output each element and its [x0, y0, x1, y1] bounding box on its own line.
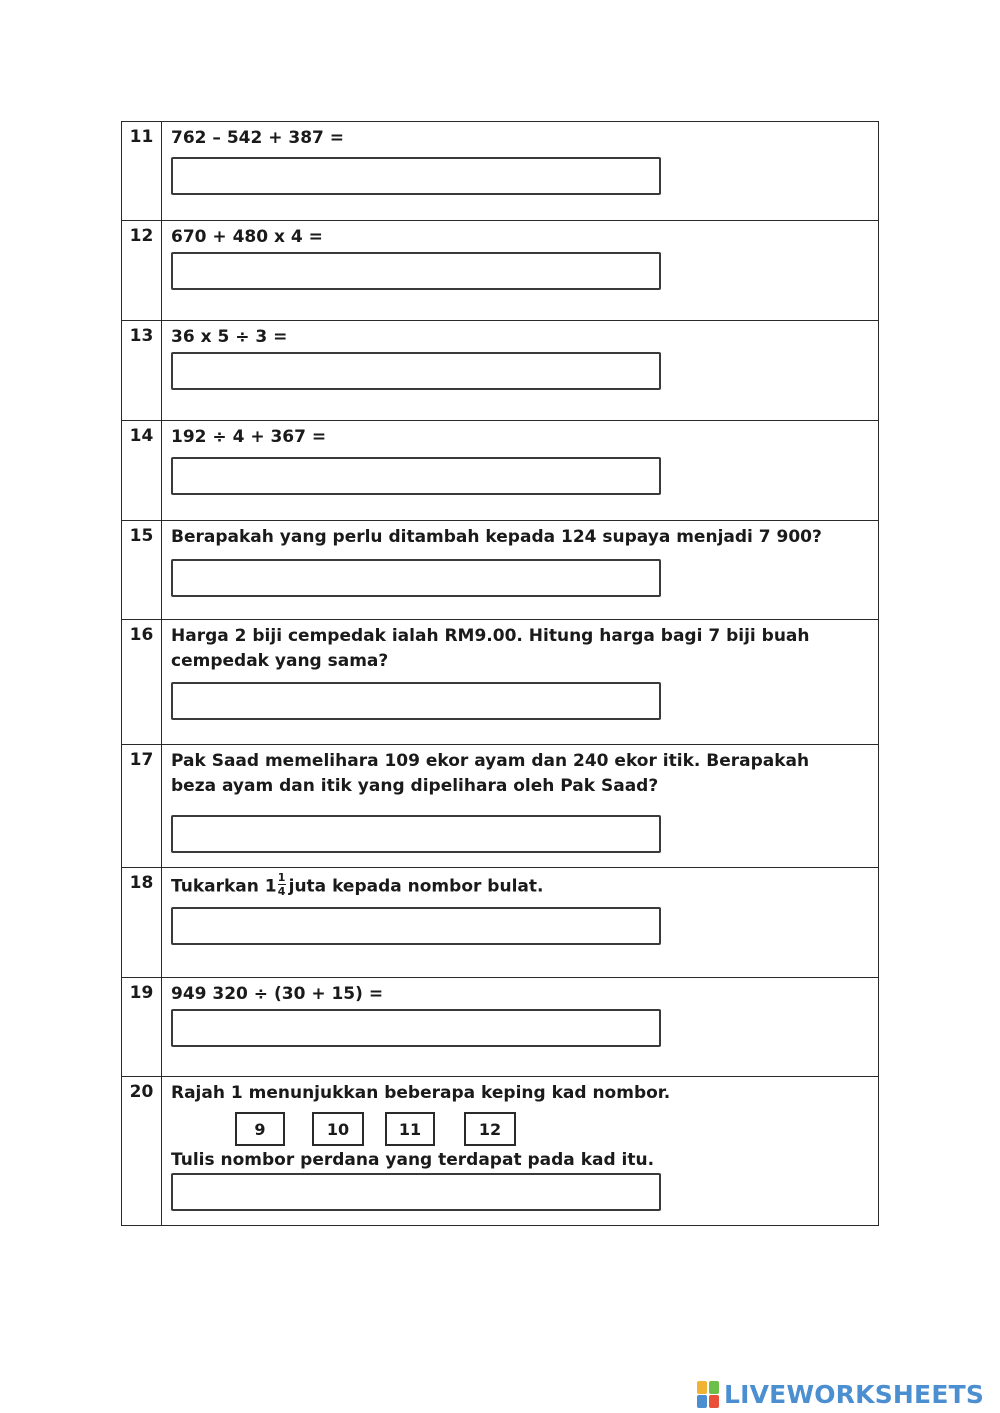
question-text: 670 + 480 x 4 =	[171, 227, 323, 247]
number-card: 10	[312, 1112, 364, 1146]
question-number: 17	[122, 745, 162, 868]
answer-box[interactable]	[171, 252, 661, 290]
liveworksheets-logo	[697, 1377, 984, 1411]
answer-box[interactable]	[171, 352, 661, 390]
question-row	[122, 745, 879, 868]
question-cell	[162, 868, 879, 978]
question-number: 19	[122, 978, 162, 1077]
question-number: 13	[122, 321, 162, 421]
question-cell	[162, 221, 879, 321]
question-text: Berapakah yang perlu ditambah kepada 124 supaya menjadi 7 900?	[171, 527, 822, 547]
answer-box[interactable]	[171, 1173, 661, 1211]
question-cell	[162, 421, 879, 521]
number-card: 11	[385, 1112, 435, 1146]
question-row	[122, 620, 879, 745]
question-text-after: juta kepada nombor bulat.	[288, 876, 544, 897]
worksheet-table	[121, 121, 879, 1226]
question-text: Pak Saad memelihara 109 ekor ayam dan 240 ekor itik. Berapakah beza ayam dan itik yang dipelihara oleh Pak Saad?	[171, 751, 810, 796]
number-card: 9	[235, 1112, 285, 1146]
question-text: Harga 2 biji cempedak ialah RM9.00. Hitung harga bagi 7 biji buah cempedak yang sama?	[171, 626, 810, 671]
question-cell	[162, 321, 879, 421]
liveworksheets-logo-icon	[697, 1379, 721, 1409]
question-number: 20	[122, 1077, 162, 1226]
fraction	[278, 872, 286, 897]
question-number: 11	[122, 122, 162, 221]
question-row	[122, 421, 879, 521]
question-row	[122, 221, 879, 321]
answer-box[interactable]	[171, 559, 661, 597]
question-cell	[162, 122, 879, 221]
question-number: 12	[122, 221, 162, 321]
question-number: 14	[122, 421, 162, 521]
brand-name: LIVEWORKSHEETS	[724, 1379, 985, 1409]
number-cards	[171, 1112, 878, 1152]
question-cell	[162, 1077, 879, 1226]
fraction-denominator: 4	[277, 885, 286, 898]
question-number: 18	[122, 868, 162, 978]
question-text-before: Tukarkan 1	[171, 876, 277, 897]
question-text: 949 320 ÷ (30 + 15) =	[171, 984, 384, 1004]
question-row	[122, 321, 879, 421]
answer-box[interactable]	[171, 457, 661, 495]
question-cell	[162, 620, 879, 745]
question-row	[122, 1077, 879, 1226]
question-cell	[162, 745, 879, 868]
question-number: 15	[122, 521, 162, 620]
question-row	[122, 868, 879, 978]
answer-box[interactable]	[171, 1009, 661, 1047]
answer-box[interactable]	[171, 157, 661, 195]
question-cell	[162, 978, 879, 1077]
answer-box[interactable]	[171, 682, 661, 720]
answer-box[interactable]	[171, 815, 661, 853]
answer-box[interactable]	[171, 907, 661, 945]
question-text: 192 ÷ 4 + 367 =	[171, 427, 327, 447]
question-text	[171, 872, 878, 900]
question-cell	[162, 521, 879, 620]
question-row	[122, 122, 879, 221]
question-text-2: Tulis nombor perdana yang terdapat pada kad itu.	[171, 1150, 655, 1170]
question-row	[122, 521, 879, 620]
question-text: 36 x 5 ÷ 3 =	[171, 327, 288, 347]
fraction-numerator: 1	[277, 871, 286, 884]
question-text: Rajah 1 menunjukkan beberapa keping kad nombor.	[171, 1083, 671, 1103]
question-number: 16	[122, 620, 162, 745]
number-card: 12	[464, 1112, 516, 1146]
question-text: 762 – 542 + 387 =	[171, 128, 345, 148]
question-row	[122, 978, 879, 1077]
